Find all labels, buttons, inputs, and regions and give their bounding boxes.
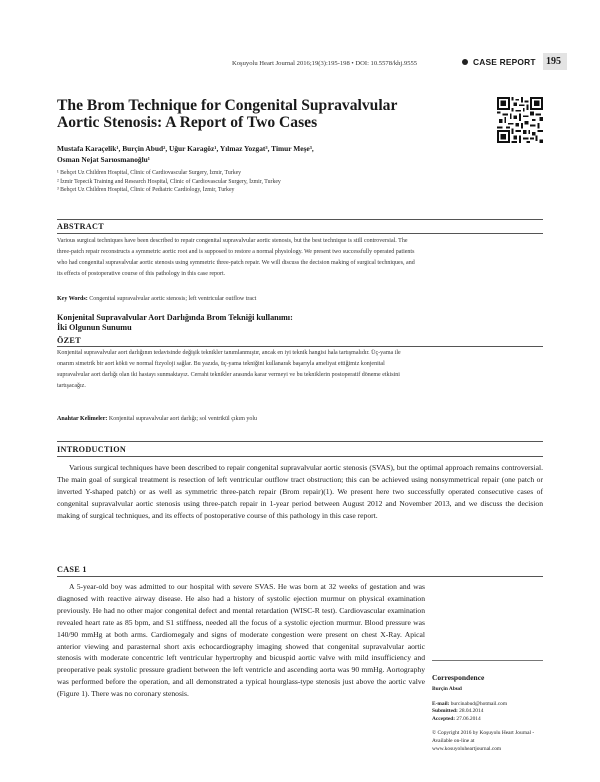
submitted-date: 28.04.2014 (459, 708, 484, 715)
affiliation: ¹ Behçet Uz Children Hospital, Clinic of Cardiovascular Surgery, İzmir, Turkey (57, 170, 242, 176)
divider (432, 660, 543, 661)
divider (57, 219, 543, 220)
introduction-text (57, 462, 543, 522)
email-row (432, 701, 543, 709)
article-title-line: The Brom Technique for Congenital Supravalvular (57, 97, 398, 114)
divider (57, 346, 543, 347)
journal-website-link[interactable]: www.kosuyoluheartjournal.com (432, 745, 502, 752)
accepted-label: Accepted: (432, 715, 456, 722)
author-list (57, 144, 487, 165)
bullet-icon (462, 59, 468, 65)
article-type-label: CASE REPORT (473, 57, 536, 67)
paragraph: Various surgical techniques have been described to repair congenital supravalvular aortic stenosis (SVAS), but the optimal approach remains controversial. The main goal of surgical treatment is resection of left ventricular outflow tract obstruction; this can be achieved using nonsymmetrical repair (one patch or inverted Y-shaped patch) or as well as symmetric three-patch repair (Brom repair)(1). We present here two successfully operated consecutive cases of congenital supravalvular aortic stenosis using three-patch repair in 1-year period between August 2012 and November 2013, and we discuss the decision making of surgical techniques, and its effects of postoperative course of this pathology in this case report. (57, 463, 543, 520)
correspondent-name: Burçin Abud (432, 686, 462, 692)
submitted-label: Submitted: (432, 708, 458, 715)
keywords (57, 296, 477, 302)
affiliation: ² İzmir Tepecik Training and Research Hospital, Clinic of Cardiovascular Surgery, İzmir, Turkey (57, 178, 281, 185)
affiliations (57, 169, 487, 195)
author-line: Osman Nejat Sarıosmanoğlu¹ (57, 154, 150, 164)
turkish-keywords-label: Anahtar Kelimeler: (57, 416, 108, 422)
case1-heading: CASE 1 (57, 565, 87, 574)
qr-code-icon (497, 97, 543, 143)
email-link[interactable]: burcinabud@hotmail.com (450, 700, 508, 707)
divider (57, 576, 543, 577)
correspondence-details (432, 686, 543, 753)
divider (57, 441, 543, 442)
email-label: E-mail: (432, 700, 450, 707)
ozet-text: Konjenital supravalvular aort darlığının tedavisinde değişik teknikler tanımlanmıştır, ancak en iyi teknik hangisi hala tartışmalıdır. Üç-yama ile onarım simetrik bir aort kökü ve normal fizyoloji sağlar. Bu yazıda, üç-yama tekniğini kullanarak başarıyla ameliyat ettiğimiz konjenital supravalvular aort darlığı olan iki hastayı sunmaktayız. Cerrahi teknikler arasında karar vermeyi ve bu tekniklerin postoperatif döneme etkisini tartışacağız. (57, 350, 401, 390)
introduction-heading: INTRODUCTION (57, 445, 127, 454)
case1-text (57, 581, 425, 700)
ozet-heading: ÖZET (57, 336, 81, 345)
divider (57, 233, 543, 234)
turkish-title (57, 313, 477, 333)
abstract-text: Various surgical techniques have been described to repair congenital supravalvular aortic stenosis, but the best technique is still controversial. The three-patch repair reconstructs a symmetric aortic root and is supposed to restore a normal physiology. We present two successfully operated patients who had congenital supravalvular aortic stenosis using symmetric three-patch repair. We will discuss the decision making of surgical techniques, and its effects of postoperative course of this pathology in this case report. (57, 238, 415, 278)
journal-citation: Koşuyolu Heart Journal 2016;19(3):195-198 • DOI: 10.5578/khj.9555 (232, 60, 418, 67)
turkish-title-line: Konjenital Supravalvular Aort Darlığında Brom Tekniği kullanımı: (57, 313, 293, 322)
turkish-title-line: İki Olgunun Sunumu (57, 323, 132, 332)
turkish-keywords (57, 416, 477, 422)
abstract-heading: ABSTRACT (57, 222, 104, 231)
keywords-label: Key Words: (57, 296, 88, 302)
author-line: Mustafa Karaçelik¹, Burçin Abud², Uğur Karagöz¹, Yılmaz Yozgat³, Timur Meşe³, (57, 144, 314, 153)
copyright-notice: © Copyright 2016 by Koşuyolu Heart Journal - Available on-line at (432, 730, 535, 744)
page-number: 195 (546, 56, 561, 67)
turkish-keywords-text: Konjenital supravalvular aort darlığı; sol ventrikül çıkım yolu (108, 416, 258, 422)
correspondence-heading: Correspondence (432, 673, 485, 682)
keywords-text: Congenital supravalvular aortic stenosis; left ventricular outflow tract (89, 296, 257, 302)
article-title-line: Aortic Stenosis: A Report of Two Cases (57, 114, 318, 131)
accepted-row (432, 716, 543, 724)
article-title (57, 97, 477, 131)
paragraph: A 5-year-old boy was admitted to our hospital with severe SVAS. He was born at 32 weeks of gestation and was diagnosed with reactive airway disease. He also had a history of systolic ejection murmur on physical examination previously. He had no other major congenital defect and mental retardation (WISC-R test). Cardiovascular examination revealed heart rate as 85 bpm, and S1 stiffness, needed all the focus of a systolic ejection murmur. Blood pressure was 140/90 mmHg at both arms. Cardiomegaly and signs of moderate congestion were present on chest X-Ray. Apical anterior viewing and parasternal short axis echocardiography imaging showed that congenital supravalvular aortic stenosis with moderate concentric left ventricular hypertrophy and bicuspid aortic valve with mild insufficiency and preoperative peak systolic pressure gradient between the left ventricle and ascending aorta was 90 mmHg. Aortography was performed before the operation, and all demonstrated a typical hourglass-type stenosis just above the aortic valve (Figure 1). There was no coronary stenosis. (57, 582, 425, 699)
accepted-date: 27.06.2014 (456, 715, 481, 722)
affiliation: ³ Behçet Uz Children Hospital, Clinic of Pediatric Cardiology, İzmir, Turkey (57, 187, 235, 194)
submitted-row (432, 708, 543, 716)
divider (57, 456, 543, 457)
